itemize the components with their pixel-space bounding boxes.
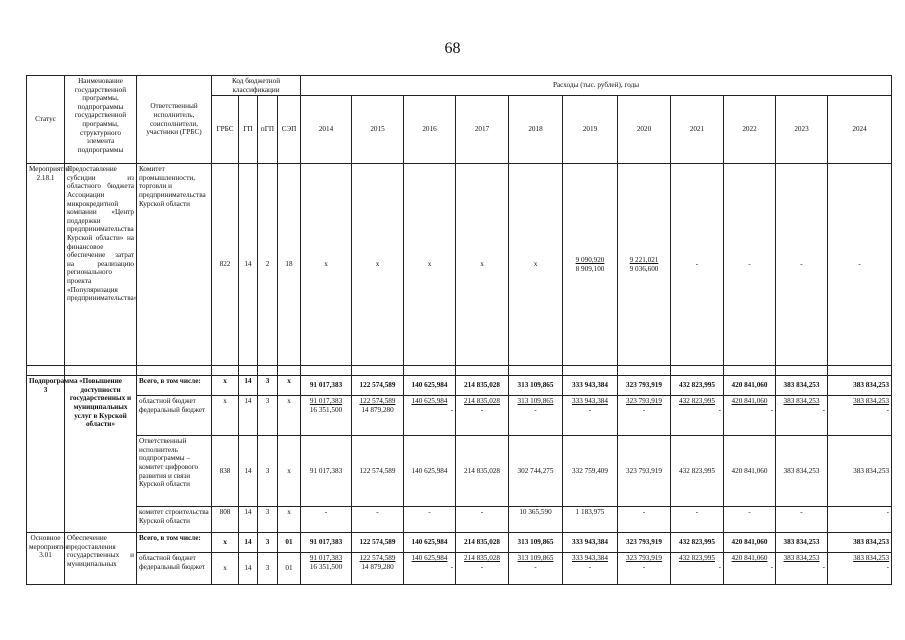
value-regional: 313 109,865 [517,554,554,563]
cell-grbs: x [212,396,239,436]
value-regional: 91 017,383 [309,554,343,563]
cell-value: 432 823,995 [671,533,724,553]
row-status: Подпрограмма 3 [27,376,65,533]
row-name: Предоставление субсидии из областного бюджета Ассоциации микрокредитной компании «Центр поддержки предпринимательства Курской области» на финансовое обеспечение затрат на реализацию регионального проекта «Популяризация предпринимательства» [65,164,137,366]
cell-sep: 01 [278,533,301,553]
value-regional: 383 834,253 [783,554,820,563]
value-federal: - [718,405,721,414]
cell-value: - [724,507,776,533]
value-2020-b: 9 036,600 [629,264,659,273]
cell-value: 432 823,995 [671,436,724,507]
header-year: 2015 [352,96,404,164]
value-regional: 420 841,060 [731,554,768,563]
cell-value: x [352,164,404,366]
row-status: Основное мероприятие 3.01 [27,533,65,585]
cell-sep: x [278,376,301,396]
row-label: Всего, в том числе: [137,376,212,396]
header-grbs: ГРБС [212,96,239,164]
measure-2-18-1-row [27,164,892,366]
cell-value: 323 793,919 [618,436,671,507]
cell-value [404,553,456,585]
header-name: Наименование государственной программы, подпрограммы государственной программы, структурного элемента подпрограммы [65,76,137,164]
row-label: Ответственный исполнитель подпрограммы – комитет цифрового развития и связи Курской области [137,436,212,507]
cell-value: - [618,507,671,533]
value-federal: - [770,405,773,414]
cell-value: 122 574,589 [352,533,404,553]
header-year: 2017 [456,96,509,164]
cell-value [618,553,671,585]
cell-value: 420 841,060 [724,376,776,396]
value-federal: 16 351,500 [309,562,343,571]
cell-value [352,553,404,585]
header-year: 2021 [671,96,724,164]
cell-value: - [404,507,456,533]
cell-value: 214 835,028 [456,533,509,553]
value-federal: - [886,405,890,414]
cell-value: 420 841,060 [724,533,776,553]
cell-value [301,553,352,585]
cell-value [352,396,404,436]
header-gp: ГП [239,96,258,164]
label-regional: областной бюджет [139,554,196,563]
cell-value: 313 109,865 [509,533,563,553]
cell-value: 383 834,253 [828,376,892,396]
cell-value: x [404,164,456,366]
subprogram-3-executor-row [27,436,892,507]
subprogram-3-budget-row [27,396,892,436]
header-year: 2024 [828,96,892,164]
measure-3-01-budget-row [27,553,892,585]
row-name: Обеспечение предоставления государственных и муниципальных [65,533,137,585]
cell-gp: 14 [239,396,258,436]
header-year: 2023 [776,96,828,164]
value-regional: 122 574,589 [359,554,396,563]
value-regional: 383 834,253 [853,554,890,563]
value-federal: - [642,405,646,414]
row-label: комитет строительства Курской области [137,507,212,533]
value-federal: - [534,562,537,571]
cell-value [563,396,618,436]
cell-value: 432 823,995 [671,376,724,396]
cell-grbs: 838 [212,436,239,507]
cell-value: - [776,507,828,533]
cell-value: - [828,507,892,533]
label-regional: областной бюджет [139,397,196,406]
cell-value [618,396,671,436]
value-federal: - [480,562,484,571]
cell-value: 383 834,253 [828,436,892,507]
cell-gp: 14 [239,164,258,366]
cell-pgp: 3 [258,507,278,533]
cell-value: x [456,164,509,366]
value-2019-b: 8 909,100 [575,264,605,273]
value-federal: - [480,405,484,414]
value-regional: 432 823,995 [679,554,715,563]
value-federal: - [642,562,646,571]
value-2020-a: 9 221,021 [629,256,659,265]
cell-value [509,553,563,585]
cell-grbs: 822 [212,164,239,366]
value-regional: 214 835,028 [464,397,500,406]
cell-sep: x [278,507,301,533]
cell-value [724,396,776,436]
value-regional: 432 823,995 [679,397,715,406]
value-regional: 140 625,984 [411,554,448,563]
cell-value [776,553,828,585]
cell-value: 214 835,028 [456,376,509,396]
cell-value: 302 744,275 [509,436,563,507]
cell-sep: 01 [278,553,301,585]
cell-value [724,553,776,585]
value-2019-a: 9 090,920 [575,256,605,265]
cell-sep: 18 [278,164,301,366]
value-regional: 333 943,384 [572,397,608,406]
cell-gp: 14 [239,507,258,533]
label-federal: федеральный бюджет [139,405,206,414]
cell-value: 91 017,383 [301,376,352,396]
cell-value: 122 574,589 [352,376,404,396]
header-year: 2018 [509,96,563,164]
spacer-row [27,366,892,376]
cell-value: 140 625,984 [404,533,456,553]
cell-gp: 14 [239,376,258,396]
value-federal: - [770,562,773,571]
cell-pgp: 3 [258,376,278,396]
header-year: 2022 [724,96,776,164]
cell-pgp: 2 [258,164,278,366]
cell-value [618,164,671,366]
row-label: Всего, в том числе: [137,533,212,553]
cell-value: - [828,164,892,366]
cell-pgp: 3 [258,436,278,507]
value-federal: - [822,562,825,571]
measure-3-01-total-row [27,533,892,553]
value-regional: 383 834,253 [853,397,890,406]
cell-grbs: x [212,376,239,396]
subprogram-3-construction-row [27,507,892,533]
cell-value: 313 109,865 [509,376,563,396]
cell-value: 333 943,384 [563,376,618,396]
cell-grbs: x [212,533,239,553]
value-regional: 323 793,919 [626,554,662,563]
value-regional: 323 793,919 [626,397,662,406]
cell-value: - [671,507,724,533]
cell-value [671,553,724,585]
value-federal: - [588,562,592,571]
value-federal: 14 879,280 [361,405,394,414]
row-name: «Повышение доступности государственных и муниципальных услуг в Курской области» [65,376,137,533]
cell-value: 333 943,384 [563,533,618,553]
cell-value: 91 017,383 [301,436,352,507]
cell-value [563,553,618,585]
cell-value [404,396,456,436]
row-label [137,396,212,436]
value-regional: 214 835,028 [464,554,500,563]
value-federal: 16 351,500 [309,405,343,414]
cell-value: 10 365,590 [509,507,563,533]
cell-value: x [301,164,352,366]
header-year: 2020 [618,96,671,164]
cell-value: - [776,164,828,366]
cell-value: 383 834,253 [776,376,828,396]
value-federal: 14 879,280 [361,562,394,571]
row-label [137,553,212,585]
cell-value: 323 793,919 [618,376,671,396]
cell-value [456,396,509,436]
value-regional: 333 943,384 [572,554,608,563]
cell-sep: x [278,396,301,436]
cell-value: 383 834,253 [828,533,892,553]
cell-value: 1 183,975 [563,507,618,533]
cell-value: x [509,164,563,366]
cell-value [509,396,563,436]
cell-value: - [301,507,352,533]
cell-value: 420 841,060 [724,436,776,507]
value-federal: - [718,562,721,571]
cell-value: 383 834,253 [776,533,828,553]
cell-pgp: 3 [258,553,278,585]
header-year: 2014 [301,96,352,164]
value-regional: 91 017,383 [309,397,343,406]
cell-value: 323 793,919 [618,533,671,553]
cell-value: - [724,164,776,366]
cell-value [828,396,892,436]
cell-pgp: 3 [258,533,278,553]
cell-grbs: 808 [212,507,239,533]
value-regional: 313 109,865 [517,397,554,406]
cell-pgp: 3 [258,396,278,436]
cell-value: 332 759,409 [563,436,618,507]
cell-gp: 14 [239,436,258,507]
budget-table [26,75,892,585]
header-pgp: пГП [258,96,278,164]
header-responsible: Ответственный исполнитель, соисполнители, участники (ГРБС) [137,76,212,164]
cell-gp: 14 [239,533,258,553]
label-federal: федеральный бюджет [139,562,206,571]
value-federal: - [450,405,453,414]
cell-value: 140 625,984 [404,436,456,507]
value-regional: 140 625,984 [411,397,448,406]
value-regional: 383 834,253 [783,397,820,406]
header-expenses-group: Расходы (тыс. рублей), годы [301,76,892,96]
cell-sep: x [278,436,301,507]
cell-gp: 14 [239,553,258,585]
cell-value: - [671,164,724,366]
cell-value [776,396,828,436]
value-federal: - [822,405,825,414]
cell-value: 383 834,253 [776,436,828,507]
cell-value: 122 574,589 [352,436,404,507]
value-federal: - [886,562,890,571]
value-federal: - [450,562,453,571]
header-sep: СЭП [278,96,301,164]
cell-grbs: x [212,553,239,585]
page-number: 68 [444,40,461,57]
cell-value [563,164,618,366]
row-status: Мероприятие 2.18.1 [27,164,65,366]
cell-value: 91 017,383 [301,533,352,553]
value-federal: - [534,405,537,414]
cell-value: - [456,507,509,533]
cell-value [671,396,724,436]
header-code-group: Код бюджетной классификации [212,76,301,96]
value-regional: 122 574,589 [359,397,396,406]
value-federal: - [588,405,592,414]
cell-value [456,553,509,585]
value-regional: 420 841,060 [731,397,768,406]
cell-value: - [352,507,404,533]
subprogram-3-total-row [27,376,892,396]
header-status: Статус [27,76,65,164]
row-responsible: Комитет промышленности, торговли и предпринимательства Курской области [137,164,212,366]
cell-value [828,553,892,585]
cell-value: 214 835,028 [456,436,509,507]
header-row-1 [27,76,892,96]
header-year: 2016 [404,96,456,164]
cell-value: 140 625,984 [404,376,456,396]
header-year: 2019 [563,96,618,164]
cell-value [301,396,352,436]
